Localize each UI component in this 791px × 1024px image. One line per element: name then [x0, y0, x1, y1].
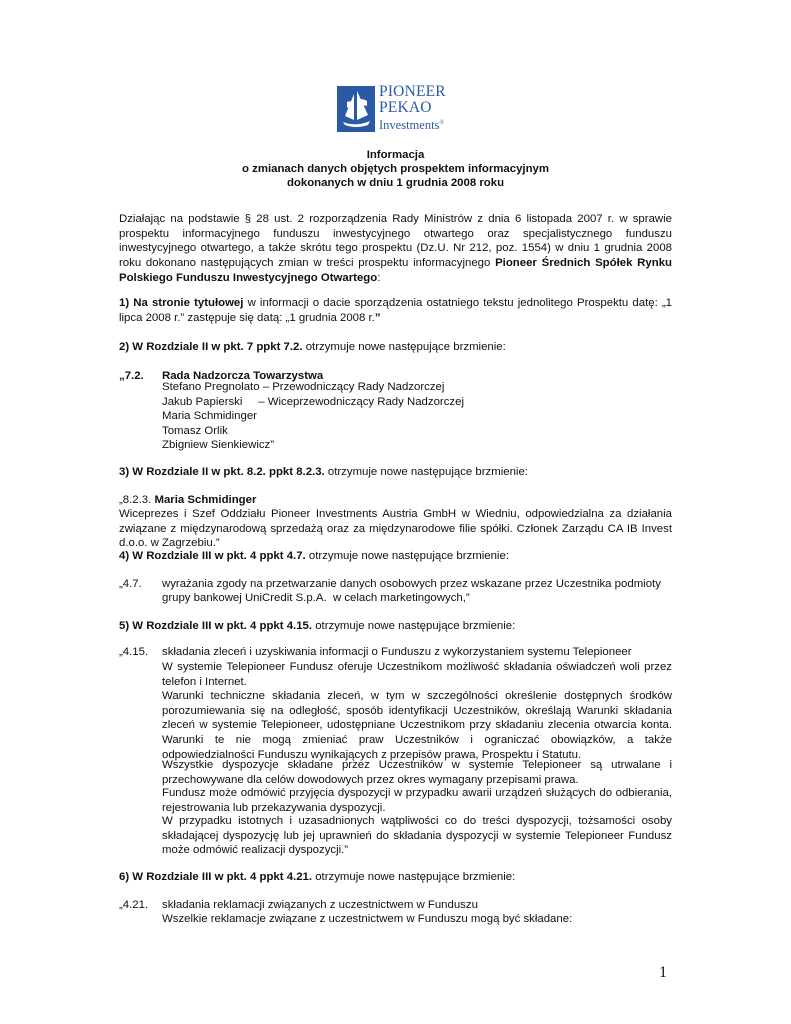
supervisory-board-heading: Rada Nadzorcza Towarzystwa — [162, 370, 324, 382]
logo-line-3: Investments® — [379, 118, 444, 133]
section-5-paragraph: W systemie Telepioneer Fundusz oferuje Uczestnikom możliwość składania oświadczeń woli przez telefon i Internet. — [162, 661, 672, 688]
section-6-number: „4.21. — [119, 899, 149, 911]
section-2: 2) W Rozdziale II w pkt. 7 ppkt 7.2. otrzymuje nowe następujące brzmienie: — [119, 341, 506, 353]
logo-line-2: PEKAO — [379, 99, 432, 116]
section-6-line-2: Wszelkie reklamacje związane z uczestnictwem w Funduszu mogą być składane: — [162, 913, 573, 925]
fund-name: Pioneer Średnich Spółek Rynku Polskiego Funduszu Inwestycyjnego Otwartego — [119, 257, 672, 284]
section-5-paragraph: Fundusz może odmówić przyjęcia dyspozycji w przypadku awarii urządzeń służących do odbierania, rejestrowania lub przekazywania dyspozycji. — [162, 787, 672, 814]
section-5-number: „4.15. — [119, 646, 149, 658]
section-4-number: „4.7. — [119, 578, 142, 590]
intro-paragraph: Działając na podstawie § 28 ust. 2 rozporządzenia Rady Ministrów z dnia 6 listopada 2007 r. w sprawie prospektu informacyjnego funduszu inwestycyjnego otwartego oraz specjalistycznego funduszu inwestycyjnego otwartego, a także skrótu tego prospektu (Dz.U. Nr 212, poz. 1554) w dniu 1 grudnia 2008 roku dokonano następujących zmian w treści prospektu informacyjnego Pioneer Średnich Spółek Rynku Polskiego Funduszu Inwestycyjnego Otwartego: — [119, 213, 672, 284]
ship-logo-icon — [337, 86, 375, 132]
board-member: Stefano Pregnolato – Przewodniczący Rady Nadzorczej — [162, 381, 445, 393]
title-line-3: dokonanych w dniu 1 grudnia 2008 roku — [286, 177, 505, 189]
section-5-first-line: składania zleceń i uzyskiwania informacji o Funduszu z wykorzystaniem systemu Telepioneer — [162, 646, 632, 658]
section-2-label: 2) W Rozdziale II w pkt. 7 ppkt 7.2. — [119, 341, 303, 353]
section-2-number: „7.2. — [119, 370, 144, 382]
board-member: Tomasz Orlik — [162, 425, 228, 437]
section-3-heading: „8.2.3. Maria Schmidinger — [119, 494, 257, 506]
section-1: 1) Na stronie tytułowej w informacji o dacie sporządzenia ostatniego tekstu jednolitego Prospektu datę: „1 lipca 2008 r.” zastępuje się datą: „1 grudnia 2008 r.” — [119, 297, 672, 324]
section-6: 6) W Rozdziale III w pkt. 4 ppkt 4.21. otrzymuje nowe następujące brzmienie: — [119, 871, 516, 883]
section-5-paragraph: W przypadku istotnych i uzasadnionych wątpliwości co do treści dyspozycji, tożsamości osoby składającej dyspozycję lub jej uprawnień do składania dyspozycji w systemie Telepioneer Fundusz może odmówić realizacji dyspozycji.” — [162, 815, 672, 857]
title-line-2: o zmianach danych objętych prospektem informacyjnym — [242, 163, 549, 175]
section-4: 4) W Rozdziale III w pkt. 4 ppkt 4.7. otrzymuje nowe następujące brzmienie: — [119, 550, 509, 562]
board-member: Zbigniew Sienkiewicz” — [162, 439, 275, 451]
section-5-paragraph: Wszystkie dyspozycje składane przez Uczestników w systemie Telepioneer są utrwalane i przechowywane dla celów dowodowych przez okres wymagany przepisami prawa. — [162, 759, 672, 786]
section-5: 5) W Rozdziale III w pkt. 4 ppkt 4.15. otrzymuje nowe następujące brzmienie: — [119, 620, 516, 632]
section-3-label: 3) W Rozdziale II w pkt. 8.2. ppkt 8.2.3. — [119, 466, 325, 478]
section-5-paragraph: Warunki techniczne składania zleceń, w tym w szczególności określenie dostępnych środków porozumiewania się na odległość, sposób identyfikacji Uczestników, określają Warunki składania zleceń w systemie Telepioneer, udostępniane Uczestnikom przy składaniu zlecenia otwarcia konta. Warunki te nie mogą zmieniać praw Uczestników i ograniczać obowiązków, a także odpowiedzialności Funduszu wynikających z przepisów prawa, Prospektu i Statutu. — [162, 690, 672, 761]
section-4-line-1: wyrażania zgody na przetwarzanie danych osobowych przez wskazane przez Uczestnika podmioty — [162, 578, 661, 590]
section-4-line-2: grupy bankowej UniCredit S.p.A. w celach marketingowych,” — [162, 592, 470, 604]
page-number: 1 — [659, 964, 667, 981]
section-6-line-1: składania reklamacji związanych z uczestnictwem w Funduszu — [162, 899, 478, 911]
section-3-body: Wiceprezes i Szef Oddziału Pioneer Investments Austria GmbH w Wiedniu, odpowiedzialna za działania związane z międzynarodową sprzedażą oraz za międzynarodowe filie spółki. Członek Zarządu CA IB Invest d.o.o. w Zagrzebiu.” — [119, 508, 672, 550]
logo-wordmark — [379, 84, 446, 132]
board-member: Maria Schmidinger — [162, 410, 257, 422]
board-member: Jakub Papierski – Wiceprzewodniczący Rady Nadzorczej — [162, 396, 464, 408]
section-1-label: 1) Na stronie tytułowej — [119, 297, 244, 309]
title-line-1: Informacja — [366, 149, 425, 161]
section-5-label: 5) W Rozdziale III w pkt. 4 ppkt 4.15. — [119, 620, 313, 632]
section-4-label: 4) W Rozdziale III w pkt. 4 ppkt 4.7. — [119, 550, 306, 562]
logo-line-1: PIONEER — [379, 83, 446, 100]
section-3: 3) W Rozdziale II w pkt. 8.2. ppkt 8.2.3. otrzymuje nowe następujące brzmienie: — [119, 466, 528, 478]
section-6-label: 6) W Rozdziale III w pkt. 4 ppkt 4.21. — [119, 871, 313, 883]
